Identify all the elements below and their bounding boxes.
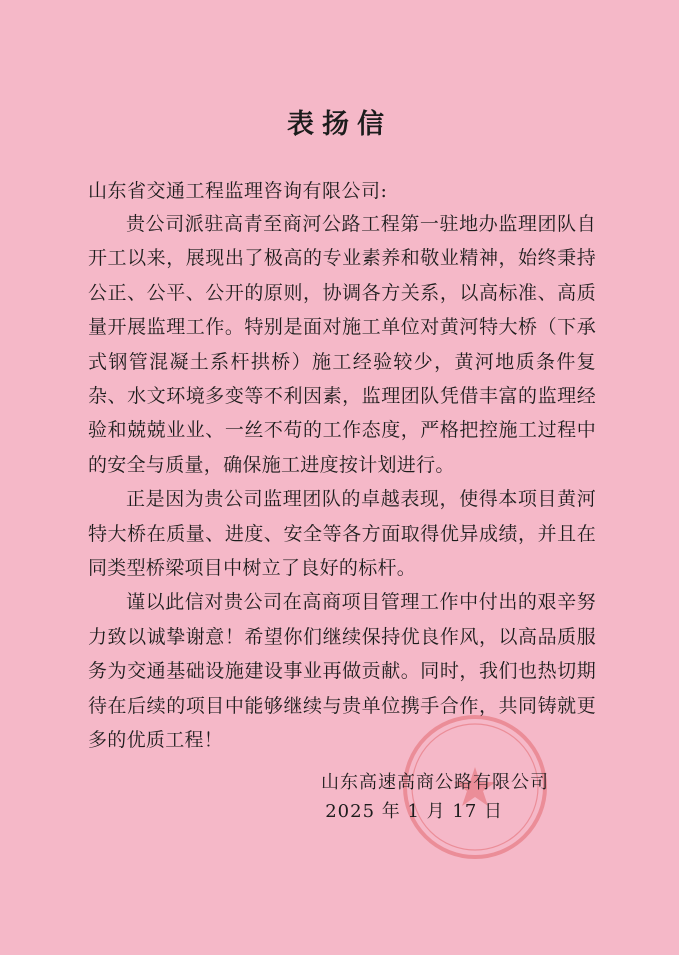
signature-date: 2025 年 1 月 17 日 — [325, 801, 503, 822]
signature-company: 山东高速高商公路有限公司 — [321, 772, 549, 793]
salutation: 山东省交通工程监理咨询有限公司: — [88, 180, 388, 202]
letter-title: 表扬信 — [287, 109, 392, 140]
paragraph-3: 谨以此信对贵公司在高商项目管理工作中付出的艰辛努力致以诚挚谢意！希望你们继续保持优良作风，以高品质服务为交通基础设施建设事业再做贡献。同时，我们也热切期待在后续的项目中能够继续与贵单位携手合作，共同铸就更多的优质工程！ — [88, 591, 596, 752]
paragraph-1: 贵公司派驻高青至商河公路工程第一驻地办监理团队自开工以来，展现出了极高的专业素养和敬业精神，始终秉持公正、公平、公开的原则，协调各方关系，以高标准、高质量开展监理工作。特别是面对施工单位对黄河特大桥（下承式钢管混凝土系杆拱桥）施工经验较少，黄河地质条件复杂、水文环境多变等不利因素，监理团队凭借丰富的监理经验和兢兢业业、一丝不苟的工作态度，严格把控施工过程中的安全与质量，确保施工进度按计划进行。 — [88, 213, 596, 476]
paragraph-2: 正是因为贵公司监理团队的卓越表现，使得本项目黄河特大桥在质量、进度、安全等各方面取得优异成绩，并且在同类型桥梁项目中树立了良好的标杆。 — [88, 488, 596, 580]
letter-body — [88, 207, 596, 758]
